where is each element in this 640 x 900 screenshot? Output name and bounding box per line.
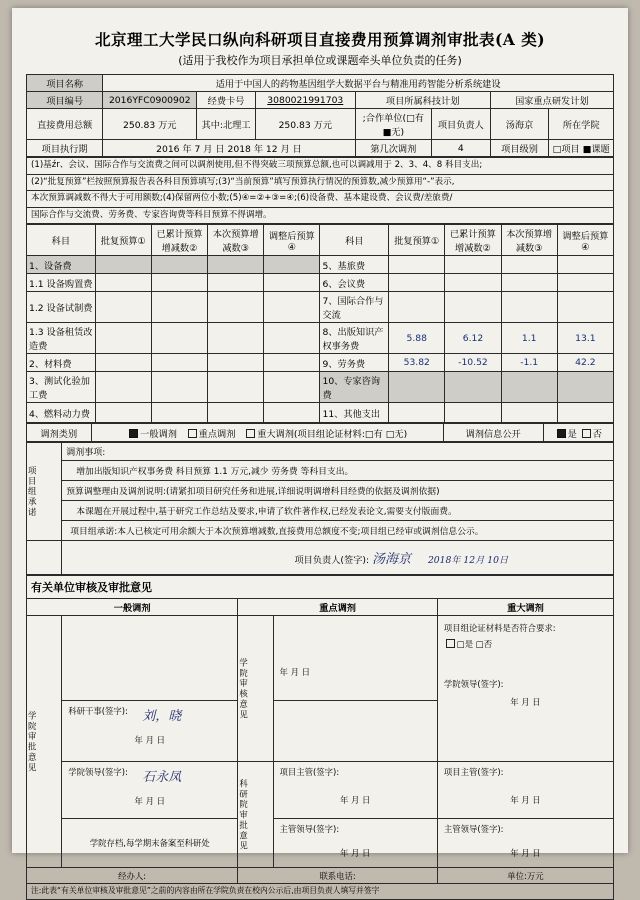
review-general-sci-cell[interactable]	[62, 701, 238, 762]
instruction-line-1: (1)基źr、会议、国际合作与交流费之间可以调剂使用,但不得突破三项预算总额,也可以调减用于 2、3、4、8 科目支出;	[27, 158, 614, 175]
col-subject-right: 科目	[320, 225, 389, 256]
cell-value[interactable]	[95, 292, 151, 323]
review-archive-note: 学院存档,每学期末备案至科研处	[62, 819, 238, 868]
table-row: 1.2 设备试制费	[27, 292, 96, 323]
cell-value[interactable]	[264, 323, 320, 354]
cell-value[interactable]	[389, 256, 445, 274]
review-left-vert-label: 学院审批意见	[27, 710, 38, 774]
cell-value[interactable]	[445, 372, 501, 403]
label-bit-share: 其中:北理工	[197, 109, 256, 140]
cell-value[interactable]: -1.1	[501, 354, 557, 372]
cell-value[interactable]	[389, 292, 445, 323]
review-key-leader-cell[interactable]	[273, 819, 437, 868]
table-row: 3、测试化验加工费	[27, 372, 96, 403]
cell-value[interactable]	[208, 323, 264, 354]
checkbox-public-yes[interactable]	[557, 429, 566, 438]
table-row: 6、会议费	[320, 274, 389, 292]
cell-value[interactable]	[264, 372, 320, 403]
table-row: 9、劳务费	[320, 354, 389, 372]
review-major-leader-cell[interactable]	[437, 819, 613, 868]
review-major-leader-date: 年 月 日	[510, 848, 541, 859]
review-sci-officer-label: 科研干事(签字):	[68, 706, 128, 717]
cell-value[interactable]	[501, 256, 557, 274]
review-major-pm-date: 年 月 日	[510, 795, 541, 806]
col-accum-left: 已累计预算增减数②	[151, 225, 207, 256]
table-row: 2、材料费	[27, 354, 96, 372]
cell-value[interactable]: 42.2	[557, 354, 613, 372]
checkbox-key[interactable]	[188, 429, 197, 438]
cell-value[interactable]	[95, 256, 151, 274]
cell-value[interactable]	[95, 354, 151, 372]
cell-value[interactable]	[264, 354, 320, 372]
reason-side-label: 项目组承诺	[27, 465, 38, 518]
cell-value[interactable]: 1.1	[501, 323, 557, 354]
cell-value[interactable]	[557, 403, 613, 423]
label-card-no: 经费卡号	[197, 92, 256, 109]
cell-value[interactable]	[151, 323, 207, 354]
cell-value[interactable]	[445, 292, 501, 323]
cell-value[interactable]: 6.12	[445, 323, 501, 354]
review-major-college-date: 年 月 日	[510, 697, 541, 708]
col-after-right: 调整后预算④	[557, 225, 613, 256]
cell-value[interactable]	[557, 274, 613, 292]
review-key-college-cell[interactable]	[273, 616, 437, 701]
signature-row[interactable]	[62, 541, 614, 575]
review-col-general: 一般调剂	[27, 599, 238, 616]
review-sci-inst-vert-label: 科研院审批意见	[238, 778, 249, 852]
option-major: 重大调剂(项目组论证材料:□有 □无)	[257, 428, 408, 440]
review-col-major: 重大调剂	[437, 599, 613, 616]
value-plan[interactable]: 国家重点研发计划	[490, 92, 613, 109]
cell-value[interactable]	[151, 372, 207, 403]
checkbox-public-no[interactable]	[582, 429, 591, 438]
value-bit-share[interactable]: 250.83 万元	[255, 109, 355, 140]
review-major-checkboxes[interactable]	[444, 638, 607, 650]
review-key-pm-label: 项目主管(签字):	[279, 767, 340, 778]
review-key-pm-cell[interactable]	[273, 762, 437, 819]
cell-value[interactable]	[264, 292, 320, 323]
label-level: 项目级别	[490, 140, 549, 157]
review-key-leader-label: 主管领导(签字):	[279, 824, 340, 835]
cell-value[interactable]	[95, 323, 151, 354]
cell-value[interactable]	[151, 274, 207, 292]
review-major-leader-label: 主管领导(签字):	[443, 824, 504, 835]
cell-value[interactable]: -10.52	[445, 354, 501, 372]
review-major-top-cell[interactable]	[437, 616, 613, 762]
label-public: 调剂信息公开	[443, 424, 543, 442]
cell-value[interactable]	[501, 372, 557, 403]
label-project-no: 项目编号	[27, 92, 103, 109]
review-sci-officer-signature: 刘，晓	[142, 709, 182, 725]
review-section	[26, 575, 614, 899]
budget-table	[26, 224, 614, 423]
review-major-pm-label: 项目主管(签字):	[443, 767, 504, 778]
col-approved-right: 批复预算①	[389, 225, 445, 256]
page-subtitle: (适用于我校作为项目承担单位或课题牵头单位负责的任务)	[178, 54, 462, 67]
cell-value[interactable]	[389, 403, 445, 423]
review-key-leader-date: 年 月 日	[339, 848, 371, 859]
signature-date: 2018年 12月 10日	[427, 555, 509, 567]
checkbox-major[interactable]	[246, 429, 255, 438]
cell-value[interactable]	[208, 274, 264, 292]
review-college-leader-label: 学院领导(签字):	[68, 767, 128, 778]
review-key-college-date: 年 月 日	[279, 667, 310, 678]
cell-value[interactable]	[151, 256, 207, 274]
option-public-no: 否	[592, 428, 602, 440]
cell-value[interactable]	[95, 403, 151, 423]
signature-empty-cell	[27, 541, 62, 575]
label-leader: 项目负责人	[431, 109, 490, 140]
cell-value[interactable]	[151, 292, 207, 323]
table-row: 4、燃料动力费	[27, 403, 96, 423]
footer-note: 注:此表“有关单位审核及审批意见”之前的内容由所在学院负责在校内公示后,由项目负责人填写并签字	[27, 884, 614, 899]
cell-value[interactable]	[557, 292, 613, 323]
cell-value[interactable]: 53.82	[389, 354, 445, 372]
review-major-yesno: □是 □否	[456, 639, 493, 650]
review-major-pm-cell[interactable]	[437, 762, 613, 819]
col-after-left: 调整后预算④	[264, 225, 320, 256]
cell-value[interactable]	[501, 292, 557, 323]
instruction-line-3: 本次预算调减数不得大于可用额数;(4)保留两位小数;(5)④=②+③=④;(6)设备费、基本建设费、会议费/差旅费/	[27, 191, 614, 208]
cell-value[interactable]	[264, 256, 320, 274]
label-adjust-type: 调剂类别	[27, 424, 92, 442]
cell-value[interactable]	[445, 256, 501, 274]
review-key-pm-date: 年 月 日	[339, 795, 371, 806]
review-key-dept-cell-spacer	[273, 701, 437, 762]
review-section-title: 有关单位审核及审批意见	[27, 576, 614, 599]
signature-value: 汤海京	[372, 552, 412, 568]
label-times: 第几次调剂	[355, 140, 431, 157]
adjust-type-table	[26, 423, 614, 442]
instruction-line-2: (2)“批复预算”栏按照预算报告表各科目预算填写;(3)“当前预算”填写预算执行情况的预算数,减少预算用“-”表示,	[27, 174, 614, 191]
reason-explain-label: 预算调整理由及调剂说明:(请紧扣项目研究任务和进展,详细说明调增科目经费的依据及调剂依据)	[62, 481, 614, 501]
footer-unit: 单位:万元	[437, 868, 613, 884]
reason-promise: 项目组承诺:本人已核定可用余额大于本次预算增减数,直接费用总额度不变;项目组已经审或调剂信息公示。	[62, 521, 614, 541]
table-row: 5、基旅费	[320, 256, 389, 274]
review-col-key: 重点调剂	[238, 599, 438, 616]
value-card-no[interactable]: 3080021991703	[255, 92, 355, 109]
table-row: 8、出版知识产权事务费	[320, 323, 389, 354]
table-row: 11、其他支出	[320, 403, 389, 423]
cell-value[interactable]	[445, 403, 501, 423]
public-options[interactable]	[543, 424, 613, 442]
table-row: 7、国际合作与交流	[320, 292, 389, 323]
option-general: 一般调剂	[140, 428, 177, 440]
partner-unit-checkbox[interactable]: ;合作单位(□有 ■无)	[355, 109, 431, 140]
col-accum-right: 已累计预算增减数②	[445, 225, 501, 256]
cell-value[interactable]	[501, 274, 557, 292]
cell-value[interactable]	[264, 403, 320, 423]
cell-value[interactable]	[389, 372, 445, 403]
cell-value[interactable]	[557, 372, 613, 403]
cell-value[interactable]: 13.1	[557, 323, 613, 354]
instructions-table	[26, 157, 614, 224]
label-period: 项目执行期	[27, 140, 103, 157]
table-row: 10、专家咨询费	[320, 372, 389, 403]
reason-line-1[interactable]: 增加出版知识产权事务费 科目预算 1.1 万元,减少 劳务费 等科目支出。	[62, 461, 614, 481]
review-major-question: 项目组论证材料是否符合要求:	[443, 623, 556, 634]
cell-value[interactable]	[95, 274, 151, 292]
review-sci-officer-date: 年 月 日	[134, 735, 165, 746]
label-total: 直接费用总额	[27, 109, 103, 140]
reason-table	[26, 442, 614, 575]
cell-value[interactable]	[501, 403, 557, 423]
col-approved-left: 批复预算①	[95, 225, 151, 256]
checkbox-general-checked[interactable]	[129, 429, 138, 438]
cell-value[interactable]: 5.88	[389, 323, 445, 354]
review-college-vert-label: 学院审核意见	[238, 657, 249, 721]
cell-value[interactable]	[445, 274, 501, 292]
value-total[interactable]: 250.83 万元	[103, 109, 197, 140]
value-leader[interactable]: 汤海京	[490, 109, 549, 140]
col-current-left: 本次预算增减数③	[208, 225, 264, 256]
cell-value[interactable]	[389, 274, 445, 292]
header-table	[26, 74, 614, 157]
value-project-name[interactable]: 适用于中国人的药物基因组学大数据平台与精准用药智能分析系统建设	[103, 75, 614, 92]
cell-value[interactable]	[208, 256, 264, 274]
table-row: 1、设备费	[27, 256, 96, 274]
cell-value[interactable]	[95, 372, 151, 403]
reason-explain-text[interactable]: 本课题在开展过程中,基于研究工作总结及要求,申请了软件著作权,已经发表论文,需要支付版面费。	[62, 501, 614, 521]
review-college-leader-signature: 石永凤	[142, 770, 182, 786]
review-general-leader-cell[interactable]	[62, 762, 238, 819]
label-project-name: 项目名称	[27, 75, 103, 92]
cell-value[interactable]	[264, 274, 320, 292]
col-subject-left: 科目	[27, 225, 96, 256]
value-project-no[interactable]: 2016YFC0900902	[103, 92, 197, 109]
cell-value[interactable]	[151, 354, 207, 372]
label-college: 所在学院	[549, 109, 614, 140]
col-current-right: 本次预算增减数③	[501, 225, 557, 256]
footer-contact[interactable]: 联系电话:	[238, 868, 438, 884]
table-row: 1.3 设备租赁改造费	[27, 323, 96, 354]
cell-value[interactable]	[208, 354, 264, 372]
adjust-type-options[interactable]	[91, 424, 443, 442]
cell-value[interactable]	[208, 292, 264, 323]
value-level[interactable]: □项目 ■课题	[549, 140, 614, 157]
signature-label: 项目负责人(签字):	[294, 555, 370, 567]
cell-value[interactable]	[208, 372, 264, 403]
footer-handler[interactable]: 经办人:	[27, 868, 238, 884]
review-general-top-cell[interactable]	[62, 616, 238, 701]
review-major-college-sign[interactable]: 学院领导(签字):	[443, 679, 504, 690]
label-plan: 项目所属科技计划	[355, 92, 490, 109]
cell-value[interactable]	[151, 403, 207, 423]
instruction-line-4: 国际合作与交流费、劳务费、专家咨询费等科目预算不得调增。	[27, 207, 614, 224]
cell-value[interactable]	[557, 256, 613, 274]
table-row: 1.1 设备购置费	[27, 274, 96, 292]
option-key: 重点调剂	[198, 428, 236, 440]
review-college-leader-date: 年 月 日	[134, 796, 165, 807]
value-period[interactable]: 2016 年 7 月 日 2018 年 12 月 日	[103, 140, 355, 157]
cell-value[interactable]	[208, 403, 264, 423]
document-page	[12, 8, 628, 896]
option-public-yes: 是	[567, 428, 577, 440]
page-title: 北京理工大学民口纵向科研项目直接费用预算调剂审批表(A 类)	[94, 30, 546, 49]
reason-label: 调剂事项:	[62, 443, 614, 461]
value-times[interactable]: 4	[431, 140, 490, 157]
